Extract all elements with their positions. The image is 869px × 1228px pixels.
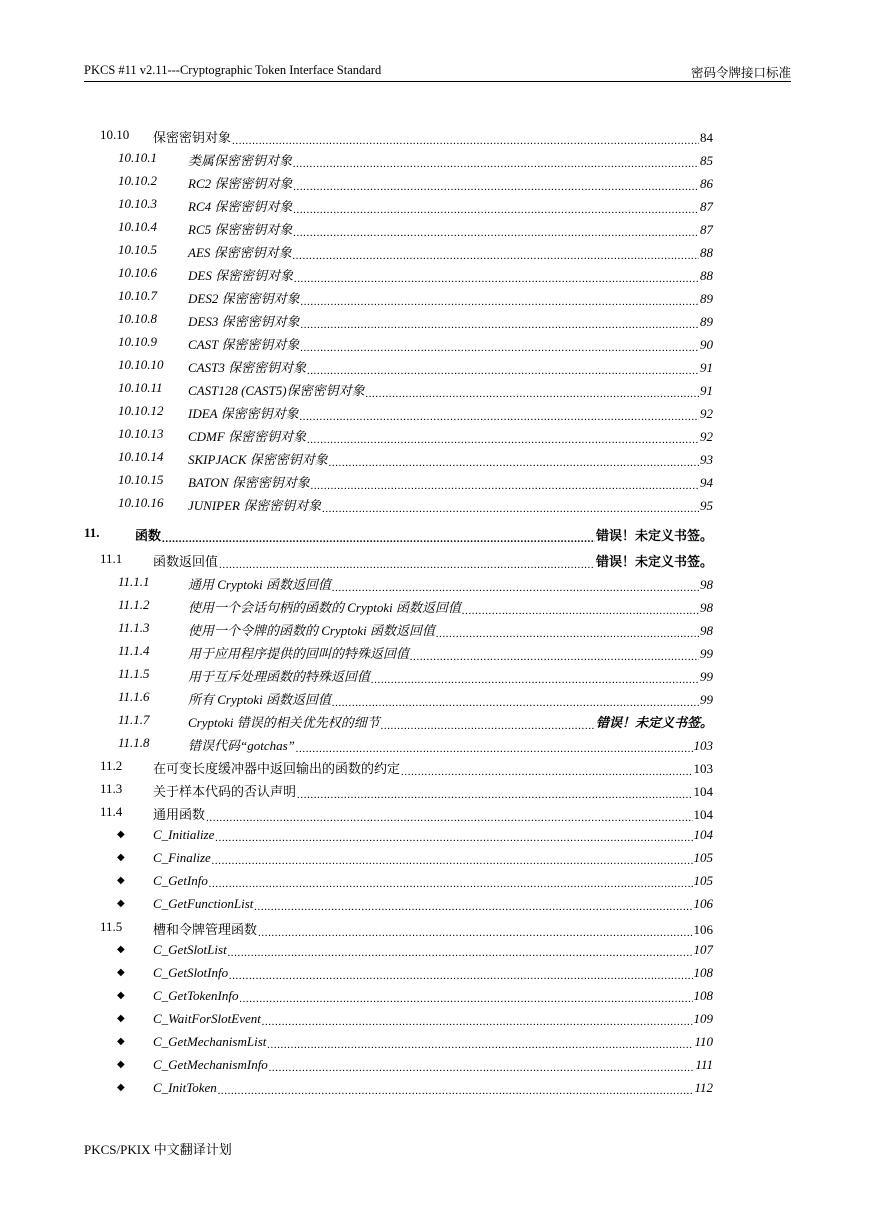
toc-leader-dots (228, 944, 693, 959)
toc-entry[interactable] (0, 308, 869, 331)
toc-entry-number: 10.10.16 (118, 494, 164, 510)
toc-entry[interactable] (0, 755, 869, 778)
toc-entry-title: RC2 保密密钥对象 (188, 175, 293, 191)
bullet-icon: ◆ (117, 943, 125, 955)
toc-entry-page: 99 (700, 646, 713, 662)
toc-entry[interactable] (0, 709, 869, 732)
toc-entry-page: 91 (700, 359, 713, 375)
toc-entry-number: 10.10.3 (118, 195, 157, 211)
toc-entry-title: 使用一个会话句柄的函数的 Cryptoki 函数返回值 (188, 600, 461, 616)
toc-leader-dots (229, 967, 692, 982)
toc-entry[interactable] (0, 778, 869, 801)
toc-entry-title: C_Finalize (153, 850, 211, 866)
header-subtitle: 密码令牌接口标准 (690, 66, 791, 80)
toc-entry-error: 错误！未定义书签。 (595, 528, 713, 544)
toc-leader-dots (262, 1013, 693, 1028)
toc-entry-page: 98 (700, 577, 713, 593)
toc-leader-dots (296, 740, 693, 755)
toc-entry-number: 11.1.7 (118, 712, 150, 728)
toc-entry-number: 11.1.6 (118, 689, 150, 705)
toc-entry-page: 99 (700, 669, 713, 685)
toc-entry-number: 10.10.14 (118, 448, 164, 464)
toc-entry-number: 10.10.5 (118, 241, 157, 257)
toc-entry[interactable] (0, 520, 869, 548)
toc-entry-page: 90 (700, 336, 713, 352)
toc-entry-title: RC4 保密密钥对象 (188, 198, 293, 214)
toc-entry-page: 103 (693, 738, 713, 754)
toc-entry-number: 10.10 (100, 127, 130, 142)
toc-leader-dots (301, 293, 699, 308)
toc-entry-page: 110 (694, 1033, 713, 1049)
toc-entry-page: 104 (693, 827, 713, 843)
toc-entry-title: C_GetSlotInfo (153, 964, 229, 980)
toc-entry-page: 95 (700, 497, 713, 513)
toc-entry-title: DES3 保密密钥对象 (188, 313, 300, 329)
toc-entry-title: 通用函数 (153, 807, 206, 823)
toc-entry-page: 106 (693, 896, 713, 911)
toc-entry-title: CAST128 (CAST5)保密密钥对象 (188, 382, 365, 398)
toc-entry-page: 89 (700, 313, 713, 329)
toc-entry-page: 92 (700, 428, 713, 444)
toc-leader-dots (293, 201, 699, 216)
toc-entry-page: 92 (700, 405, 713, 421)
toc-entry[interactable] (0, 640, 869, 663)
toc-entry-number: 10.10.13 (118, 425, 164, 441)
toc-entry-title: C_GetInfo (153, 873, 208, 889)
toc-entry-number: 11.1.3 (118, 620, 150, 636)
toc-entry-page: 108 (693, 987, 713, 1003)
toc-entry-page: 106 (693, 921, 713, 937)
toc-entry[interactable] (0, 801, 869, 824)
toc-entry[interactable] (0, 962, 869, 985)
toc-entry-title: 错误代码“gotchas” (188, 738, 295, 754)
toc-entry-number: 11.1 (100, 551, 123, 567)
toc-entry-title: 类属保密密钥对象 (188, 152, 293, 168)
toc-entry[interactable] (0, 1077, 869, 1100)
toc-entry-title: C_Initialize (153, 827, 215, 843)
toc-entry-title: DES2 保密密钥对象 (188, 290, 300, 306)
toc-leader-dots (162, 530, 595, 545)
toc-entry[interactable] (0, 916, 869, 939)
toc-entry-number: 11.1.2 (118, 597, 150, 613)
toc-leader-dots (206, 809, 692, 824)
toc-entry-number: 11.1.4 (118, 643, 150, 659)
toc-entry-number: 11.1.1 (118, 574, 150, 590)
toc-leader-dots (371, 671, 699, 686)
toc-entry-number: 10.10.15 (118, 471, 164, 487)
toc-entry-title: C_GetMechanismList (153, 1033, 267, 1049)
toc-entry-title: AES 保密密钥对象 (188, 244, 292, 260)
page-footer: PKCS/PKIX 中文翻译计划 (84, 1142, 232, 1157)
toc-entry[interactable] (0, 354, 869, 377)
toc-entry[interactable] (0, 1031, 869, 1054)
toc-entry-page: 104 (693, 784, 713, 800)
toc-entry[interactable] (0, 262, 869, 285)
toc-leader-dots (401, 763, 692, 778)
toc-leader-dots (267, 1036, 693, 1051)
toc-entry-title: IDEA 保密密钥对象 (188, 405, 299, 421)
toc-leader-dots (293, 247, 699, 262)
toc-leader-dots (269, 1059, 695, 1074)
bullet-icon: ◆ (117, 1012, 125, 1024)
toc-entry[interactable] (0, 571, 869, 594)
toc-entry-title: 槽和令牌管理函数 (153, 921, 258, 937)
toc-entry[interactable] (0, 893, 869, 916)
toc-leader-dots (209, 875, 693, 890)
bullet-icon: ◆ (117, 989, 125, 1001)
toc-entry-title: DES 保密密钥对象 (188, 267, 294, 283)
toc-entry[interactable] (0, 193, 869, 216)
bullet-icon: ◆ (117, 966, 125, 978)
toc-entry-number: 10.10.4 (118, 218, 157, 234)
toc-entry[interactable] (0, 469, 869, 492)
toc-entry-number: 11.4 (100, 804, 123, 820)
toc-entry[interactable] (0, 1008, 869, 1031)
toc-entry-page: 111 (695, 1056, 713, 1072)
toc-leader-dots (462, 602, 699, 617)
toc-entry-title: 关于样本代码的否认声明 (153, 784, 297, 800)
toc-entry-number: 10.10.6 (118, 264, 157, 280)
toc-leader-dots (300, 339, 699, 354)
page-header (84, 62, 791, 82)
toc-entry-number: 11.2 (100, 758, 123, 774)
toc-entry-page: 109 (693, 1010, 713, 1026)
toc-entry[interactable] (0, 686, 869, 709)
toc-entry-error: 错误！未定义书签。 (595, 715, 713, 731)
toc-leader-dots (254, 898, 692, 913)
header-title: PKCS #11 v2.11---Cryptographic Token Interface Standard (84, 63, 382, 77)
toc-leader-dots (366, 385, 699, 400)
toc-entry-page: 88 (700, 267, 713, 283)
toc-entry-title: BATON 保密密钥对象 (188, 474, 310, 490)
toc-entry-title: Cryptoki 错误的相关优先权的细节 (188, 715, 380, 731)
toc-entry-number: 10.10.8 (118, 310, 157, 326)
toc-leader-dots (293, 155, 699, 170)
toc-entry-title: 函数返回值 (153, 554, 219, 570)
toc-entry[interactable] (0, 492, 869, 515)
toc-entry-title: 保密密钥对象 (153, 130, 232, 145)
toc-entry[interactable] (0, 216, 869, 239)
toc-entry-page: 89 (700, 290, 713, 306)
toc-leader-dots (215, 829, 692, 844)
toc-leader-dots (329, 454, 699, 469)
toc-leader-dots (297, 786, 692, 801)
toc-entry-number: 10.10.12 (118, 402, 164, 418)
toc-entry-page: 105 (693, 873, 713, 889)
toc-entry[interactable] (0, 331, 869, 354)
toc-entry[interactable] (0, 147, 869, 170)
toc-entry-number: 11.1.5 (118, 666, 150, 682)
toc-entry-number: 10.10.2 (118, 172, 157, 188)
toc-leader-dots (301, 316, 699, 331)
toc-entry[interactable] (0, 617, 869, 640)
toc-leader-dots (300, 408, 699, 423)
toc-entry-page: 84 (700, 130, 713, 145)
toc-entry-number: 10.10.10 (118, 356, 164, 372)
toc-leader-dots (219, 556, 595, 571)
toc-leader-dots (294, 270, 699, 285)
toc-entry-page: 112 (694, 1079, 713, 1095)
bullet-icon: ◆ (117, 852, 125, 864)
toc-entry[interactable] (0, 285, 869, 308)
toc-entry[interactable] (0, 824, 869, 847)
bullet-icon: ◆ (117, 829, 125, 841)
toc-entry-title: JUNIPER 保密密钥对象 (188, 497, 322, 513)
toc-entry-title: CDMF 保密密钥对象 (188, 428, 307, 444)
toc-leader-dots (410, 648, 699, 663)
toc-leader-dots (293, 178, 699, 193)
toc-entry[interactable] (0, 939, 869, 962)
toc-entry-title: CAST3 保密密钥对象 (188, 359, 307, 375)
toc-entry[interactable] (0, 732, 869, 755)
toc-entry-title: CAST 保密密钥对象 (188, 336, 300, 352)
toc-entry-page: 104 (693, 807, 713, 823)
toc-leader-dots (239, 990, 692, 1005)
toc-entry[interactable] (0, 594, 869, 617)
toc-leader-dots (332, 579, 699, 594)
toc-entry-page: 86 (700, 175, 713, 191)
toc-entry-page: 93 (700, 451, 713, 467)
toc-entry[interactable] (0, 423, 869, 446)
toc-entry[interactable] (0, 124, 869, 147)
toc-entry-page: 87 (700, 221, 713, 237)
bullet-icon: ◆ (117, 1081, 125, 1093)
toc-entry-title: RC5 保密密钥对象 (188, 221, 293, 237)
toc-entry[interactable] (0, 847, 869, 870)
toc-entry-page: 103 (693, 761, 713, 777)
toc-entry[interactable] (0, 663, 869, 686)
toc-entry-number: 10.10.7 (118, 287, 157, 303)
toc-leader-dots (293, 224, 699, 239)
toc-entry-page: 107 (693, 941, 713, 957)
toc-leader-dots (332, 694, 699, 709)
toc-entry-title: 使用一个令牌的函数的 Cryptoki 函数返回值 (188, 623, 435, 639)
toc-entry-number: 10.10.9 (118, 333, 157, 349)
toc-entry-title: C_InitToken (153, 1079, 217, 1095)
toc-entry[interactable] (0, 446, 869, 469)
toc-leader-dots (307, 431, 699, 446)
toc-entry-title: C_GetFunctionList (153, 896, 254, 911)
toc-entry[interactable] (0, 239, 869, 262)
toc-leader-dots (322, 500, 699, 515)
bullet-icon: ◆ (117, 875, 125, 887)
toc-entry[interactable] (0, 400, 869, 423)
toc-entry[interactable] (0, 870, 869, 893)
toc-entry-title: 通用 Cryptoki 函数返回值 (188, 577, 331, 593)
toc-leader-dots (212, 852, 693, 867)
toc-entry-title: C_GetTokenInfo (153, 987, 239, 1003)
toc-entry-title: 用于应用程序提供的回叫的特殊返回值 (188, 646, 410, 662)
toc-entry-title: SKIPJACK 保密密钥对象 (188, 451, 328, 467)
toc-leader-dots (258, 924, 692, 939)
toc-leader-dots (218, 1082, 694, 1097)
toc-entry[interactable] (0, 1054, 869, 1077)
toc-entry-title: 在可变长度缓冲器中返回输出的函数的约定 (153, 761, 401, 777)
toc-entry-page: 108 (693, 964, 713, 980)
bullet-icon: ◆ (117, 1035, 125, 1047)
toc-entry-number: 11. (84, 525, 100, 541)
toc-entry[interactable] (0, 170, 869, 193)
bullet-icon: ◆ (117, 898, 125, 909)
toc-entry-page: 94 (700, 474, 713, 490)
toc-entry-page: 99 (700, 692, 713, 708)
toc-entry-number: 11.5 (100, 918, 123, 934)
toc-entry-page: 87 (700, 198, 713, 214)
toc-leader-dots (381, 717, 595, 732)
toc-entry-title: 所有 Cryptoki 函数返回值 (188, 692, 331, 708)
toc-entry[interactable] (0, 377, 869, 400)
toc-entry-page: 105 (693, 850, 713, 866)
toc-entry-page: 98 (700, 600, 713, 616)
toc-leader-dots (436, 625, 699, 640)
toc-entry-page: 88 (700, 244, 713, 260)
toc-entry-title: C_GetSlotList (153, 941, 227, 957)
toc-entry[interactable] (0, 548, 869, 571)
toc-leader-dots (307, 362, 699, 377)
toc-entry-number: 11.1.8 (118, 735, 150, 751)
toc-leader-dots (232, 132, 699, 147)
toc-entry-page: 91 (700, 382, 713, 398)
toc-entry-title: C_WaitForSlotEvent (153, 1010, 261, 1026)
toc-entry-page: 98 (700, 623, 713, 639)
toc-entry-error: 错误！未定义书签。 (595, 554, 713, 570)
toc-entry-number: 10.10.11 (118, 379, 163, 395)
toc-entry-title: 函数 (135, 528, 162, 544)
table-of-contents (0, 124, 869, 1100)
bullet-icon: ◆ (117, 1058, 125, 1070)
toc-leader-dots (311, 477, 699, 492)
toc-entry-title: 用于互斥处理函数的特殊返回值 (188, 669, 371, 685)
toc-entry-number: 11.3 (100, 781, 123, 797)
toc-entry-number: 10.10.1 (118, 149, 157, 165)
toc-entry[interactable] (0, 985, 869, 1008)
toc-entry-page: 85 (700, 152, 713, 168)
toc-entry-title: C_GetMechanismInfo (153, 1056, 268, 1072)
